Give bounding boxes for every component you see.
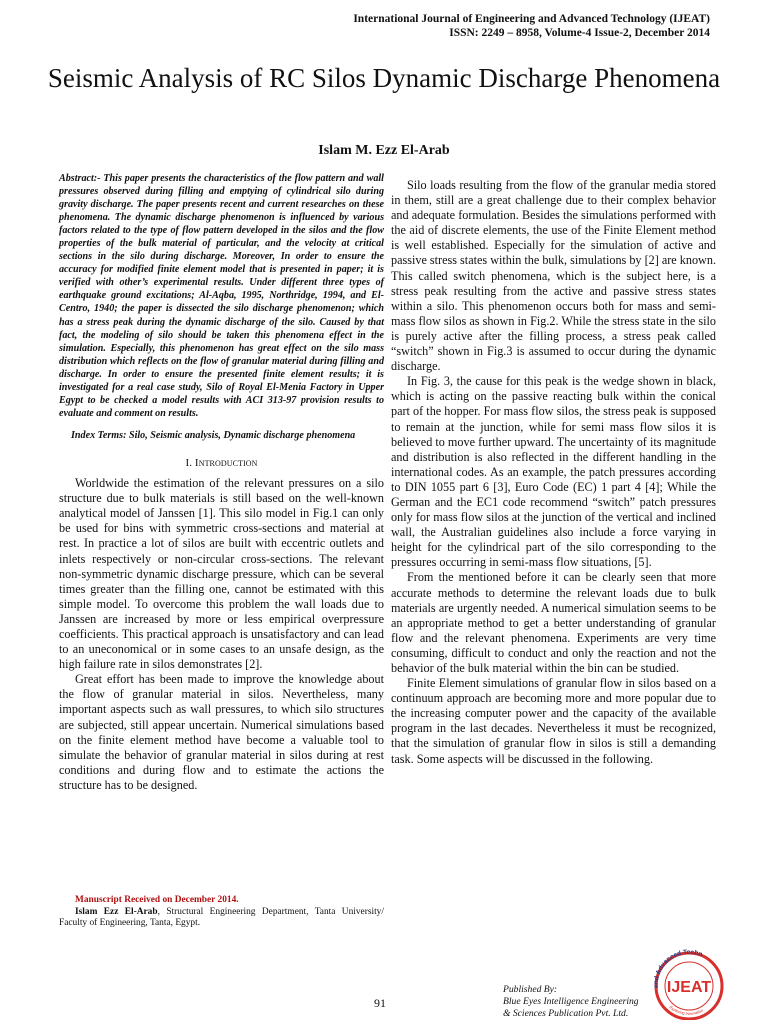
paragraph: Great effort has been made to improve the knowledge about the flow of granular material in silos. Nevertheless, many important aspects such as wall pressures, to which silo structures are subjected, still appear uncertain. Numerical simulations based on the finite element method have become a valuable tool to simulate the behavior of granular material in silos during at rest conditions and during flow and to estimate the actions the structure has to be designed. (59, 672, 384, 792)
logo-arc-path-bottom: Exploring Innovation (668, 1004, 704, 1016)
publisher-line-1: Blue Eyes Intelligence Engineering (503, 996, 639, 1007)
paragraph: In Fig. 3, the cause for this peak is the wedge shown in black, which is acting on the passive reacting bulk within the conical part of the hopper. For mass flow silos, the stress peak is supposed to remain at the junction, while for semi mass flow silos it is believed to move further upward. The uncertainty of its magnitude and distribution is also reflected in the different handling in the international codes. As an example, the patch pressures according to DIN 1055 part 6 [3], Euro Code (EC) 1 part 4 [4]; While the German and the EC1 code recommend “switch” patch pressures only for mass flow silos at the junction of the vertical and inclined wall, the Australian guidelines also include a force varying in height for the cylindrical part of the silo corresponding to the pressures occurring in semi-mass flow situations, [5]. (391, 374, 716, 570)
section-title-rest: ntroduction (198, 456, 258, 469)
paragraph: Silo loads resulting from the flow of the granular media stored in them, still are a great challenge due to their complex behavior and adequate formulation. Besides the simulations performed with the aid of discrete elements, the use of the Finite Element method is well established. Especially for the simulation of active and passive stress states within the bulk, simulations by [2] are known. This called switch phenomena, which is the subject here, is a stress peak resulting from the active and passive stress states within a silo. This phenomenon occurs both for mass and semi-mass flow silos as shown in Fig.2. While the stress state in the silo is purely active after the filling process, a stress peak called “switch” shown in Fig.3 is assumed to occur during the dynamic discharge. (391, 178, 716, 374)
ijeat-logo (646, 942, 736, 1020)
journal-header (353, 12, 710, 40)
publisher-line-2: & Sciences Publication Pvt. Ltd. (503, 1008, 629, 1019)
manuscript-received: Manuscript Received on December 2014. (75, 895, 239, 905)
logo-text: IJEAT (666, 979, 712, 996)
page-number: 91 (374, 996, 386, 1010)
author-affiliation (59, 907, 384, 930)
section-heading-introduction (59, 456, 384, 471)
journal-issn: ISSN: 2249 – 8958, Volume-4 Issue-2, December 2014 (449, 27, 710, 39)
section-first-letter: I (194, 456, 199, 469)
index-terms: Index Terms: Silo, Seismic analysis, Dynamic discharge phenomena (71, 429, 356, 441)
abstract: Abstract:- This paper presents the characteristics of the flow pattern and wall pressures observed during filling and emptying of cylindrical silo during gravity discharge. The paper presents recent and current researches on these phenomena. The dynamic discharge phenomenon is influenced by various factors related to the type of flow pattern developed in the silos and the flow properties of the bulk material of particular, and the velocity at critical sections in the silo during discharge. Moreover, In order to ensure the accuracy for modified finite element model that is presented in paper; it is verified with other’s experimental results. Under different three types of earthquake ground excitations; Al-Aqba, 1995, Northridge, 1994, and El-Centro, 1940; the paper is dissected the silo discharge phenomenon; which has a stress peak during the dynamic discharge of the silo. Caused by that fact, the modeling of silo should be taken this phenomena effect in the simulation. Especially, this phenomenon has great effect on the silo mass distribution which reflects on the flow of granular material during filling and discharge. In order to ensure the presented finite element results; it is investigated for a real case study, Silo of Royal El-Menia Factory in Upper Egypt to be checked a model results with ACI 313-97 provision results to evaluate and comment on results. (59, 173, 384, 419)
left-column (59, 172, 384, 793)
journal-name: International Journal of Engineering and Advanced Technology (IJEAT) (353, 13, 710, 25)
section-numeral: I. (185, 456, 193, 469)
publisher-info (503, 984, 639, 1020)
logo-arc-path: and Advanced Techn (652, 948, 704, 989)
footnote (59, 895, 384, 930)
author-name: Islam M. Ezz El-Arab (318, 143, 450, 158)
paragraph: From the mentioned before it can be clearly seen that more accurate methods to determine the relevant loads due to bulk materials are urgently needed. A numerical simulation seems to be an appropriate method to get a better understanding of granular flow and the relevant phenomena. Experiments are very time consuming, difficult to conduct and only the reaction and not the behavior of the bulk material within the bin can be studied. (391, 570, 716, 675)
right-column (391, 178, 716, 767)
publisher-label: Published By: (503, 984, 558, 995)
footnote-affiliation-text: , Structural Engineering Department, Tanta University/ Faculty of Engineering, Tanta, Egypt. (59, 906, 384, 929)
paragraph: Finite Element simulations of granular flow in silos based on a continuum approach are becoming more and more popular due to the increasing computer power and the capacity of the available program in the last decades. Nevertheless it must be recognized, that the simulation of granular flow in silos is still a demanding task. Some aspects will be discussed in the following. (391, 676, 716, 766)
paragraph: Worldwide the estimation of the relevant pressures on a silo structure due to bulk materials is still based on the well-known analytical model of Janssen [1]. This silo model in Fig.1 can only be used for bins with symmetric cross-sections and material at rest. In practice a lot of silos are built with eccentric outlets and inlets respectively or non-circular cross-sections. The relevant non-symmetric dynamic discharge pressure, which can be several times greater than the filling one, cannot be estimated with this simple model. To overcome this problem the wall loads due to Janssen are increased by more or less empirical overpressure coefficients. This practical approach is unsatisfactory and can lead to an uneconomical or in some cases to an unsafe design, as the high failure rate in silos demonstrates [2]. (59, 476, 384, 672)
footnote-author-name: Islam Ezz El-Arab (75, 906, 158, 917)
paper-title: Seismic Analysis of RC Silos Dynamic Discharge Phenomena (47, 63, 721, 93)
